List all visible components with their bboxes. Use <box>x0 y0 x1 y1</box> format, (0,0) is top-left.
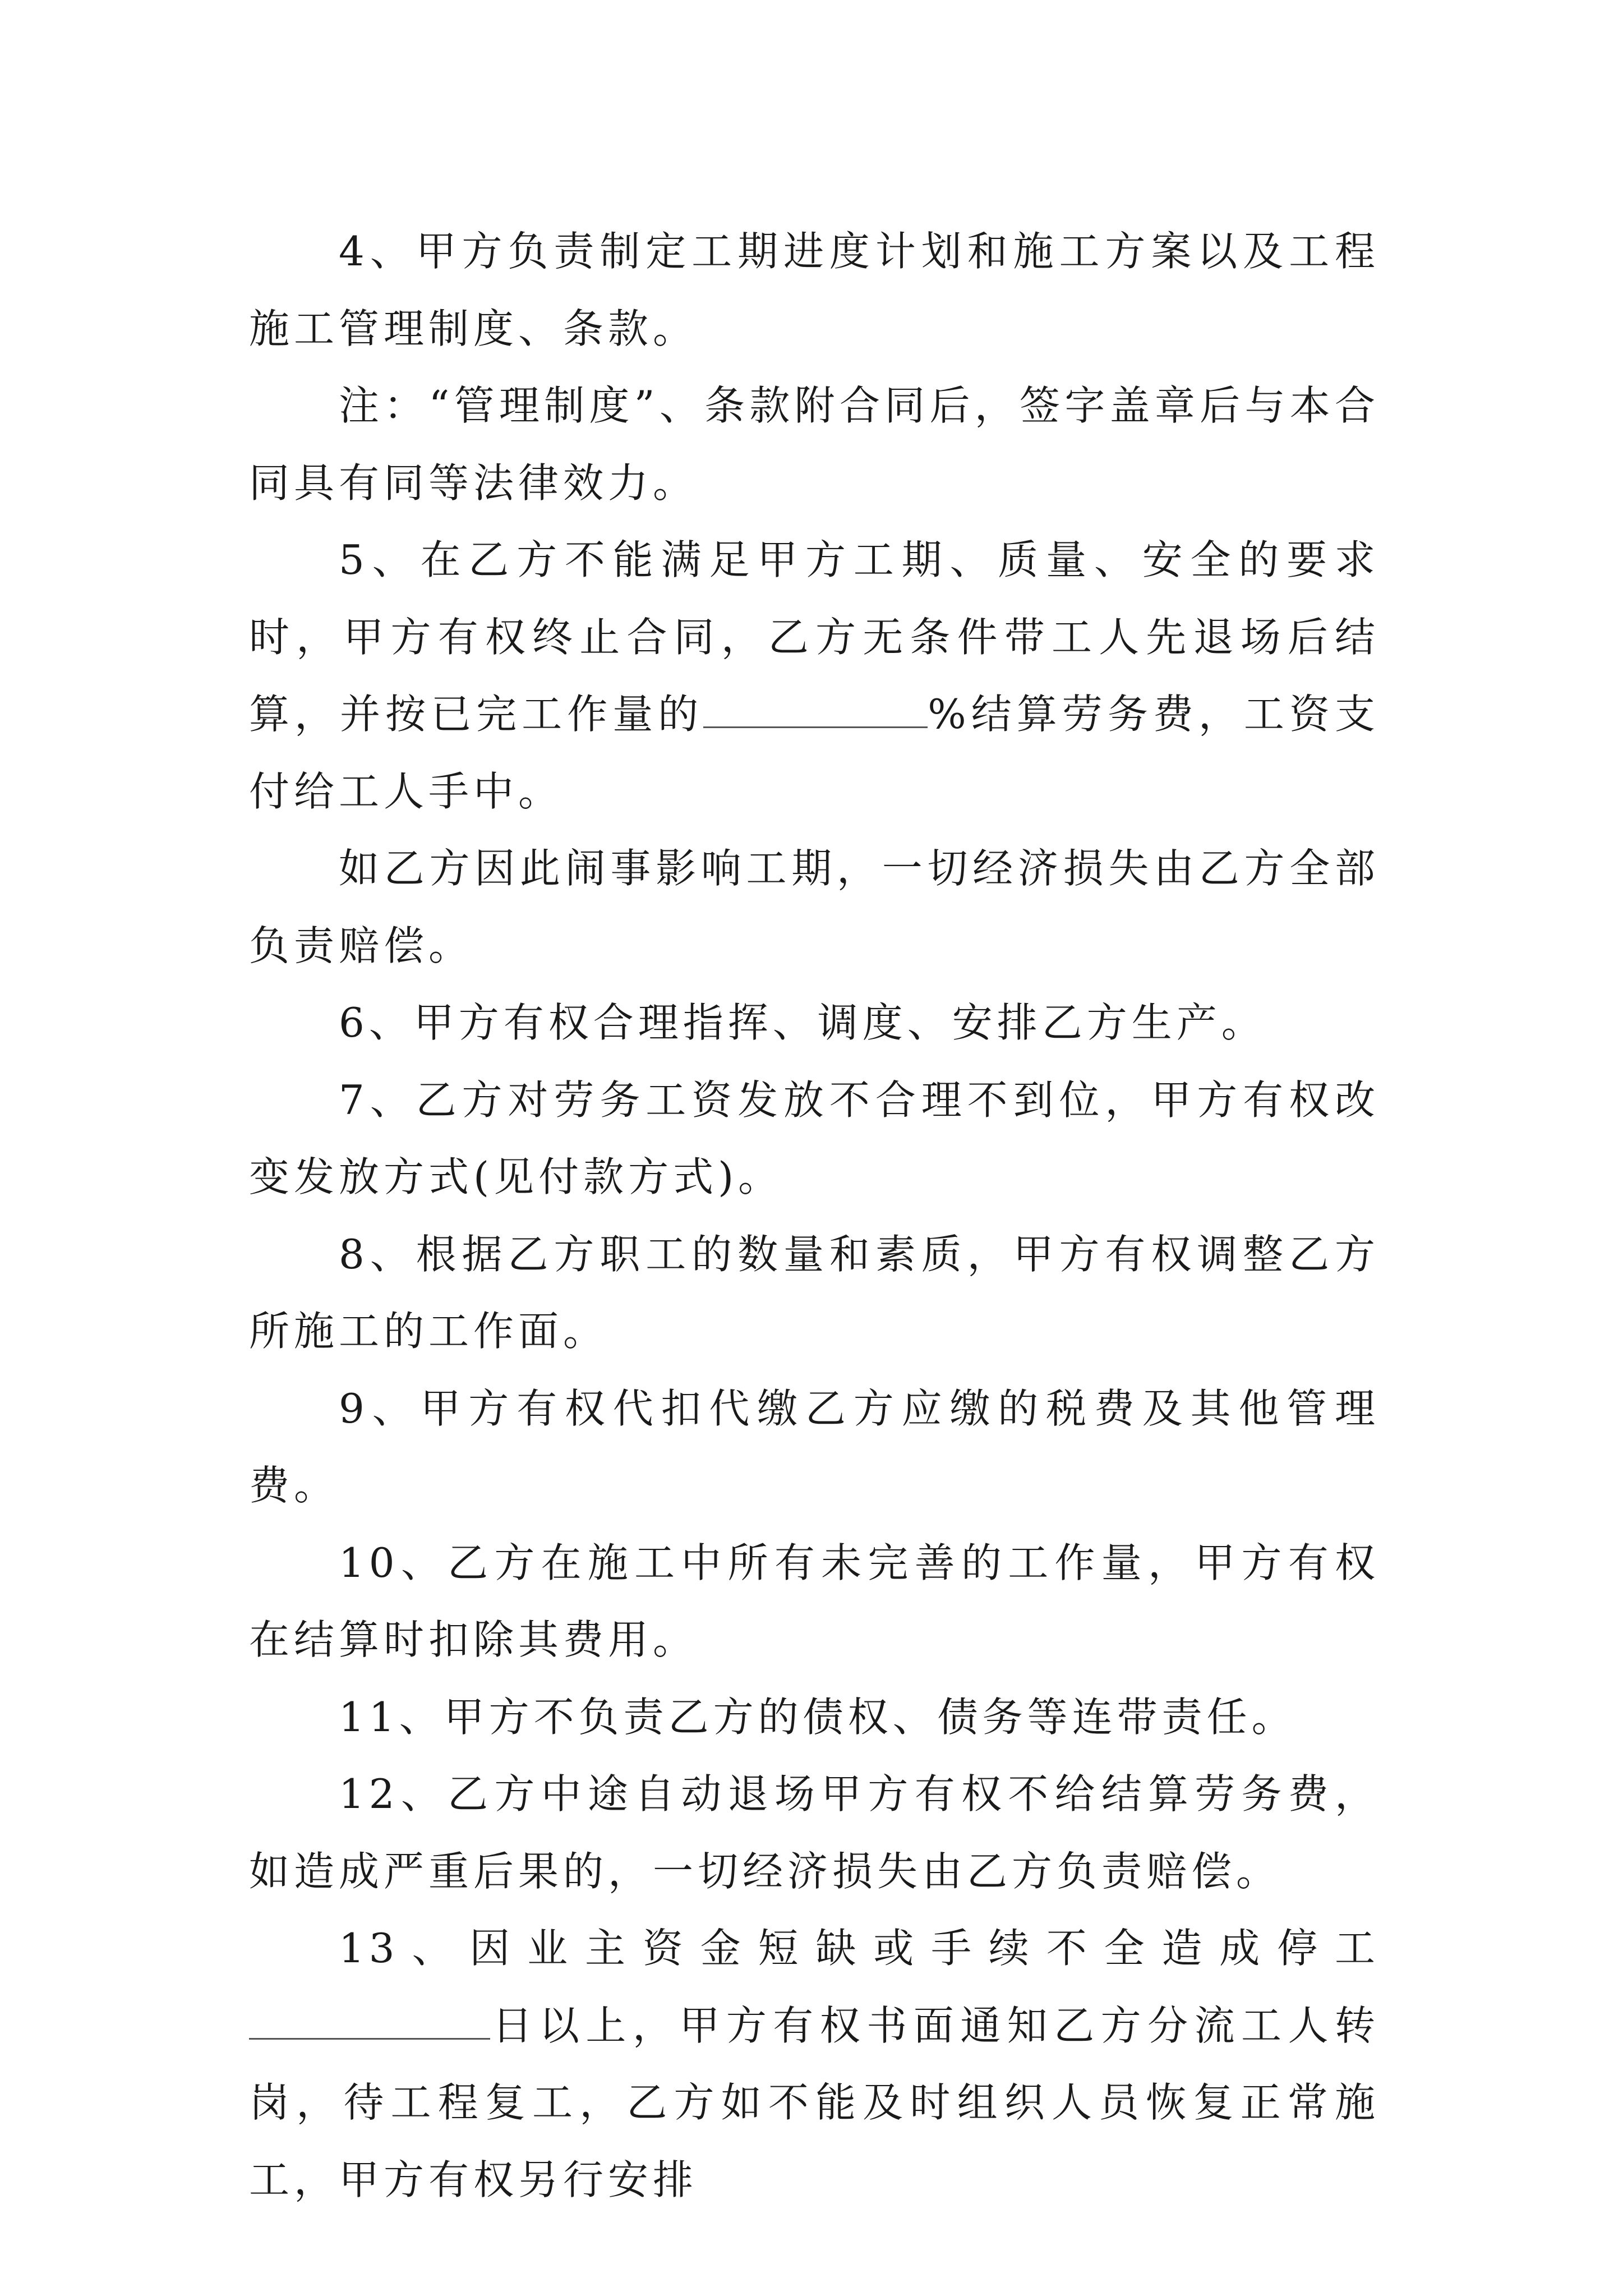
clause-13-text-after: 日以上，甲方有权书面通知乙方分流工人转岗，待工程复工，乙方如不能及时组织人员恢复正常施工，甲方有权另行安排 <box>249 2001 1380 2203</box>
clause-11: 11、甲方不负责乙方的债权、债务等连带责任。 <box>339 1693 1297 1741</box>
clause-6: 6、甲方有权合理指挥、调度、安排乙方生产。 <box>339 999 1266 1046</box>
clause-13 <box>249 1910 1380 2219</box>
clause-5-text-before: 5、在乙方不能满足甲方工期、质量、安全的要求时，甲方有权终止合同，乙方无条件带工人先退场后结算，并按已完工作量的 <box>249 536 1380 738</box>
clause-8: 8、根据乙方职工的数量和素质，甲方有权调整乙方所施工的工作面。 <box>249 1230 1380 1355</box>
clause-5-supplement: 如乙方因此闹事影响工期，一切经济损失由乙方全部负责赔偿。 <box>249 845 1380 969</box>
clause-13-text-before: 13、因业主资金短缺或手续不全造成停工 <box>339 1925 1380 1972</box>
days-blank[interactable] <box>249 2004 490 2040</box>
clause-5-text-after: %结算劳务费，工资支付给工人手中。 <box>249 691 1380 815</box>
clause-9: 9、甲方有权代扣代缴乙方应缴的税费及其他管理费。 <box>249 1384 1380 1509</box>
clause-12: 12、乙方中途自动退场甲方有权不给结算劳务费，如造成严重后果的，一切经济损失由乙方负责赔偿。 <box>249 1770 1380 1895</box>
document-body <box>249 213 1380 2219</box>
percentage-blank[interactable] <box>703 693 928 728</box>
note-paragraph: 注：“管理制度”、条款附合同后，签字盖章后与本合同具有同等法律效力。 <box>249 382 1380 507</box>
clause-4: 4、甲方负责制定工期进度计划和施工方案以及工程施工管理制度、条款。 <box>249 228 1380 352</box>
clause-5 <box>249 522 1380 830</box>
clause-10: 10、乙方在施工中所有未完善的工作量，甲方有权在结算时扣除其费用。 <box>249 1539 1380 1663</box>
clause-7: 7、乙方对劳务工资发放不合理不到位，甲方有权改变发放方式(见付款方式)。 <box>249 1076 1380 1200</box>
